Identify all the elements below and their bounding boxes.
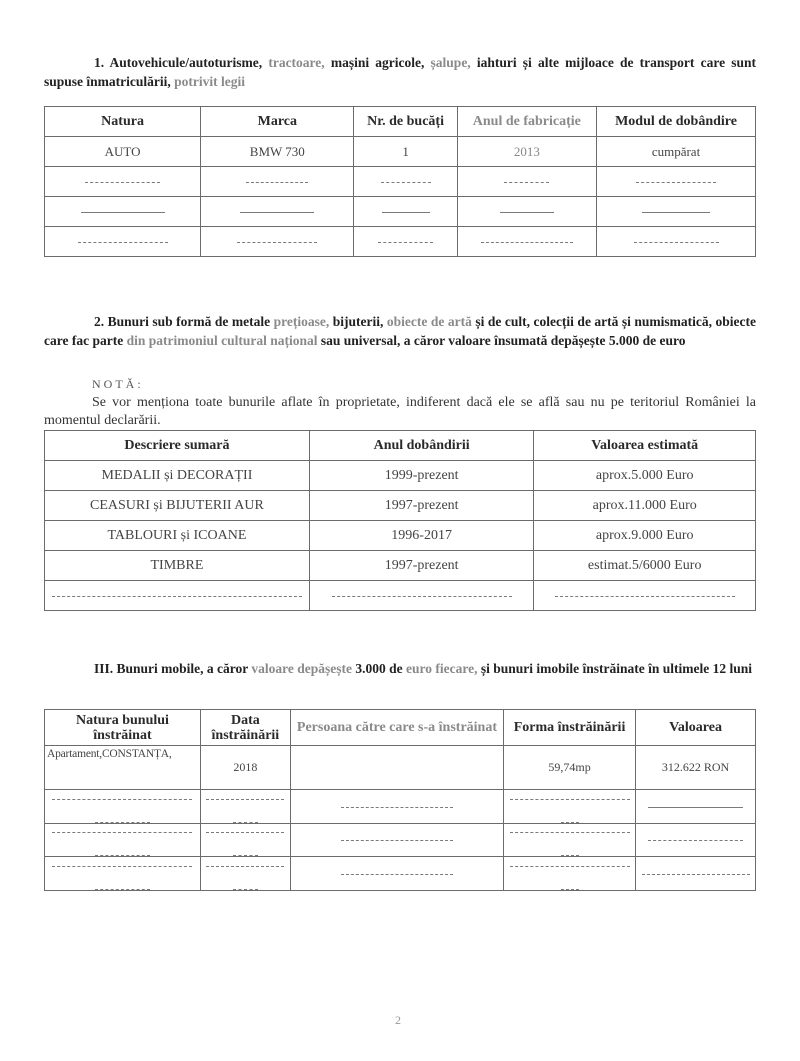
table-row-empty	[45, 823, 756, 857]
heading-text-run: 2. Bunuri sub formă de metale	[94, 314, 274, 329]
empty-cell	[457, 197, 596, 227]
empty-cell	[309, 581, 534, 611]
table-row	[45, 491, 756, 521]
note-text: Se vor menționa toate bunurile aflate în proprietate, indiferent dacă ele se află sau nu pe teritoriul României la momentul declarării.	[44, 395, 756, 428]
cell-valoarea: aprox.5.000 Euro	[534, 461, 756, 491]
table-row-empty	[45, 581, 756, 611]
cell-valoarea: estimat.5/6000 Euro	[534, 551, 756, 581]
heading-text-run: euro fiecare,	[406, 661, 478, 676]
header-anul-fabricatie: Anul de fabricație	[457, 107, 596, 137]
cell-natura: AUTO	[45, 137, 201, 167]
header-valoarea-estimata: Valoarea estimată	[534, 431, 756, 461]
valuables-table	[44, 430, 756, 611]
empty-cell	[45, 227, 201, 257]
cell-valoarea: aprox.9.000 Euro	[534, 521, 756, 551]
table-row	[45, 746, 756, 790]
empty-cell	[200, 823, 290, 857]
cell-descriere: TABLOURI și ICOANE	[45, 521, 310, 551]
heading-text-run: prețioase,	[273, 314, 330, 329]
empty-cell	[636, 823, 756, 857]
header-marca: Marca	[201, 107, 354, 137]
empty-cell	[354, 167, 457, 197]
cell-descriere: TIMBRE	[45, 551, 310, 581]
empty-cell	[290, 823, 503, 857]
cell-anul-fabricatie: 2013	[457, 137, 596, 167]
heading-text-run: valoare depășește	[251, 661, 353, 676]
empty-cell	[201, 167, 354, 197]
empty-cell	[45, 790, 201, 824]
table-row-empty	[45, 167, 756, 197]
table-row	[45, 461, 756, 491]
empty-cell	[45, 857, 201, 891]
heading-text-run: 1. Autovehicule/autoturisme,	[94, 55, 269, 70]
header-descriere: Descriere sumară	[45, 431, 310, 461]
cell-anul: 1996-2017	[309, 521, 534, 551]
table-header-row	[45, 107, 756, 137]
vehicles-table	[44, 106, 756, 257]
cell-data: 2018	[200, 746, 290, 790]
table-row	[45, 137, 756, 167]
empty-cell	[457, 167, 596, 197]
heading-text-run: șalupe,	[430, 55, 471, 70]
table-row-empty	[45, 227, 756, 257]
cell-anul: 1997-prezent	[309, 551, 534, 581]
header-valoarea: Valoarea	[636, 710, 756, 746]
section1-heading	[44, 53, 756, 91]
table-row	[45, 521, 756, 551]
cell-modul-dobandire: cumpărat	[597, 137, 756, 167]
header-persoana: Persoana către care s-a înstrăinat	[290, 710, 503, 746]
cell-anul: 1997-prezent	[309, 491, 534, 521]
note-label: NOTĂ:	[92, 377, 144, 391]
empty-cell	[45, 581, 310, 611]
cell-nr-bucati: 1	[354, 137, 457, 167]
heading-text-run: și bunuri imobile înstrăinate în ultimele 12 luni	[477, 661, 753, 676]
empty-cell	[534, 581, 756, 611]
empty-cell	[290, 857, 503, 891]
empty-cell	[45, 197, 201, 227]
cell-persoana	[290, 746, 503, 790]
empty-cell	[200, 790, 290, 824]
empty-cell	[45, 167, 201, 197]
heading-text-run: obiecte de artă	[386, 314, 472, 329]
alienated-assets-table	[44, 709, 756, 891]
empty-cell	[597, 167, 756, 197]
table-row-empty	[45, 857, 756, 891]
empty-cell	[290, 790, 503, 824]
empty-cell	[354, 197, 457, 227]
header-anul-dobandirii: Anul dobândirii	[309, 431, 534, 461]
empty-cell	[200, 857, 290, 891]
cell-natura-bunului: Apartament,CONSTANȚA,	[45, 746, 201, 790]
section3-heading	[44, 659, 756, 678]
table-header-row	[45, 710, 756, 746]
cell-anul: 1999-prezent	[309, 461, 534, 491]
table-row-empty	[45, 790, 756, 824]
heading-text-run: tractoare,	[268, 55, 325, 70]
section2-heading	[44, 312, 756, 350]
heading-text-run: din patrimoniul cultural național	[126, 333, 318, 348]
cell-valoarea: aprox.11.000 Euro	[534, 491, 756, 521]
empty-cell	[45, 823, 201, 857]
empty-cell	[597, 227, 756, 257]
cell-marca: BMW 730	[201, 137, 354, 167]
empty-cell	[457, 227, 596, 257]
empty-cell	[504, 823, 636, 857]
empty-cell	[354, 227, 457, 257]
heading-text-run: mașini agricole,	[324, 55, 431, 70]
cell-valoarea: 312.622 RON	[636, 746, 756, 790]
header-natura: Natura	[45, 107, 201, 137]
page-number: 2	[395, 1013, 401, 1027]
empty-cell	[504, 790, 636, 824]
heading-text-run: iahturi și alte mijloace de transport care sunt supuse înmatriculării,	[44, 55, 756, 89]
empty-cell	[504, 857, 636, 891]
heading-text-run: potrivit legii	[174, 74, 246, 89]
heading-text-run: 3.000 de	[352, 661, 407, 676]
heading-text-run: și de cult, colecții de artă și numismatică, obiecte care fac parte	[44, 314, 757, 348]
empty-cell	[636, 790, 756, 824]
heading-text-run: sau universal, a căror valoare însumată depășește 5.000 de euro	[317, 333, 686, 348]
cell-descriere: CEASURI și BIJUTERII AUR	[45, 491, 310, 521]
heading-text-run: III. Bunuri mobile, a căror	[94, 661, 252, 676]
cell-descriere: MEDALII și DECORAȚII	[45, 461, 310, 491]
empty-cell	[597, 197, 756, 227]
header-forma-instrainarii: Forma înstrăinării	[504, 710, 636, 746]
header-modul-dobandire: Modul de dobândire	[597, 107, 756, 137]
cell-forma: 59,74mp	[504, 746, 636, 790]
table-row-empty	[45, 197, 756, 227]
empty-cell	[201, 227, 354, 257]
header-data-instrainarii: Data înstrăinării	[200, 710, 290, 746]
empty-cell	[201, 197, 354, 227]
heading-text-run: bijuterii,	[329, 314, 387, 329]
table-header-row	[45, 431, 756, 461]
empty-cell	[636, 857, 756, 891]
header-natura-bunului: Natura bunului înstrăinat	[45, 710, 201, 746]
table-row	[45, 551, 756, 581]
header-nr-bucati: Nr. de bucăți	[354, 107, 457, 137]
